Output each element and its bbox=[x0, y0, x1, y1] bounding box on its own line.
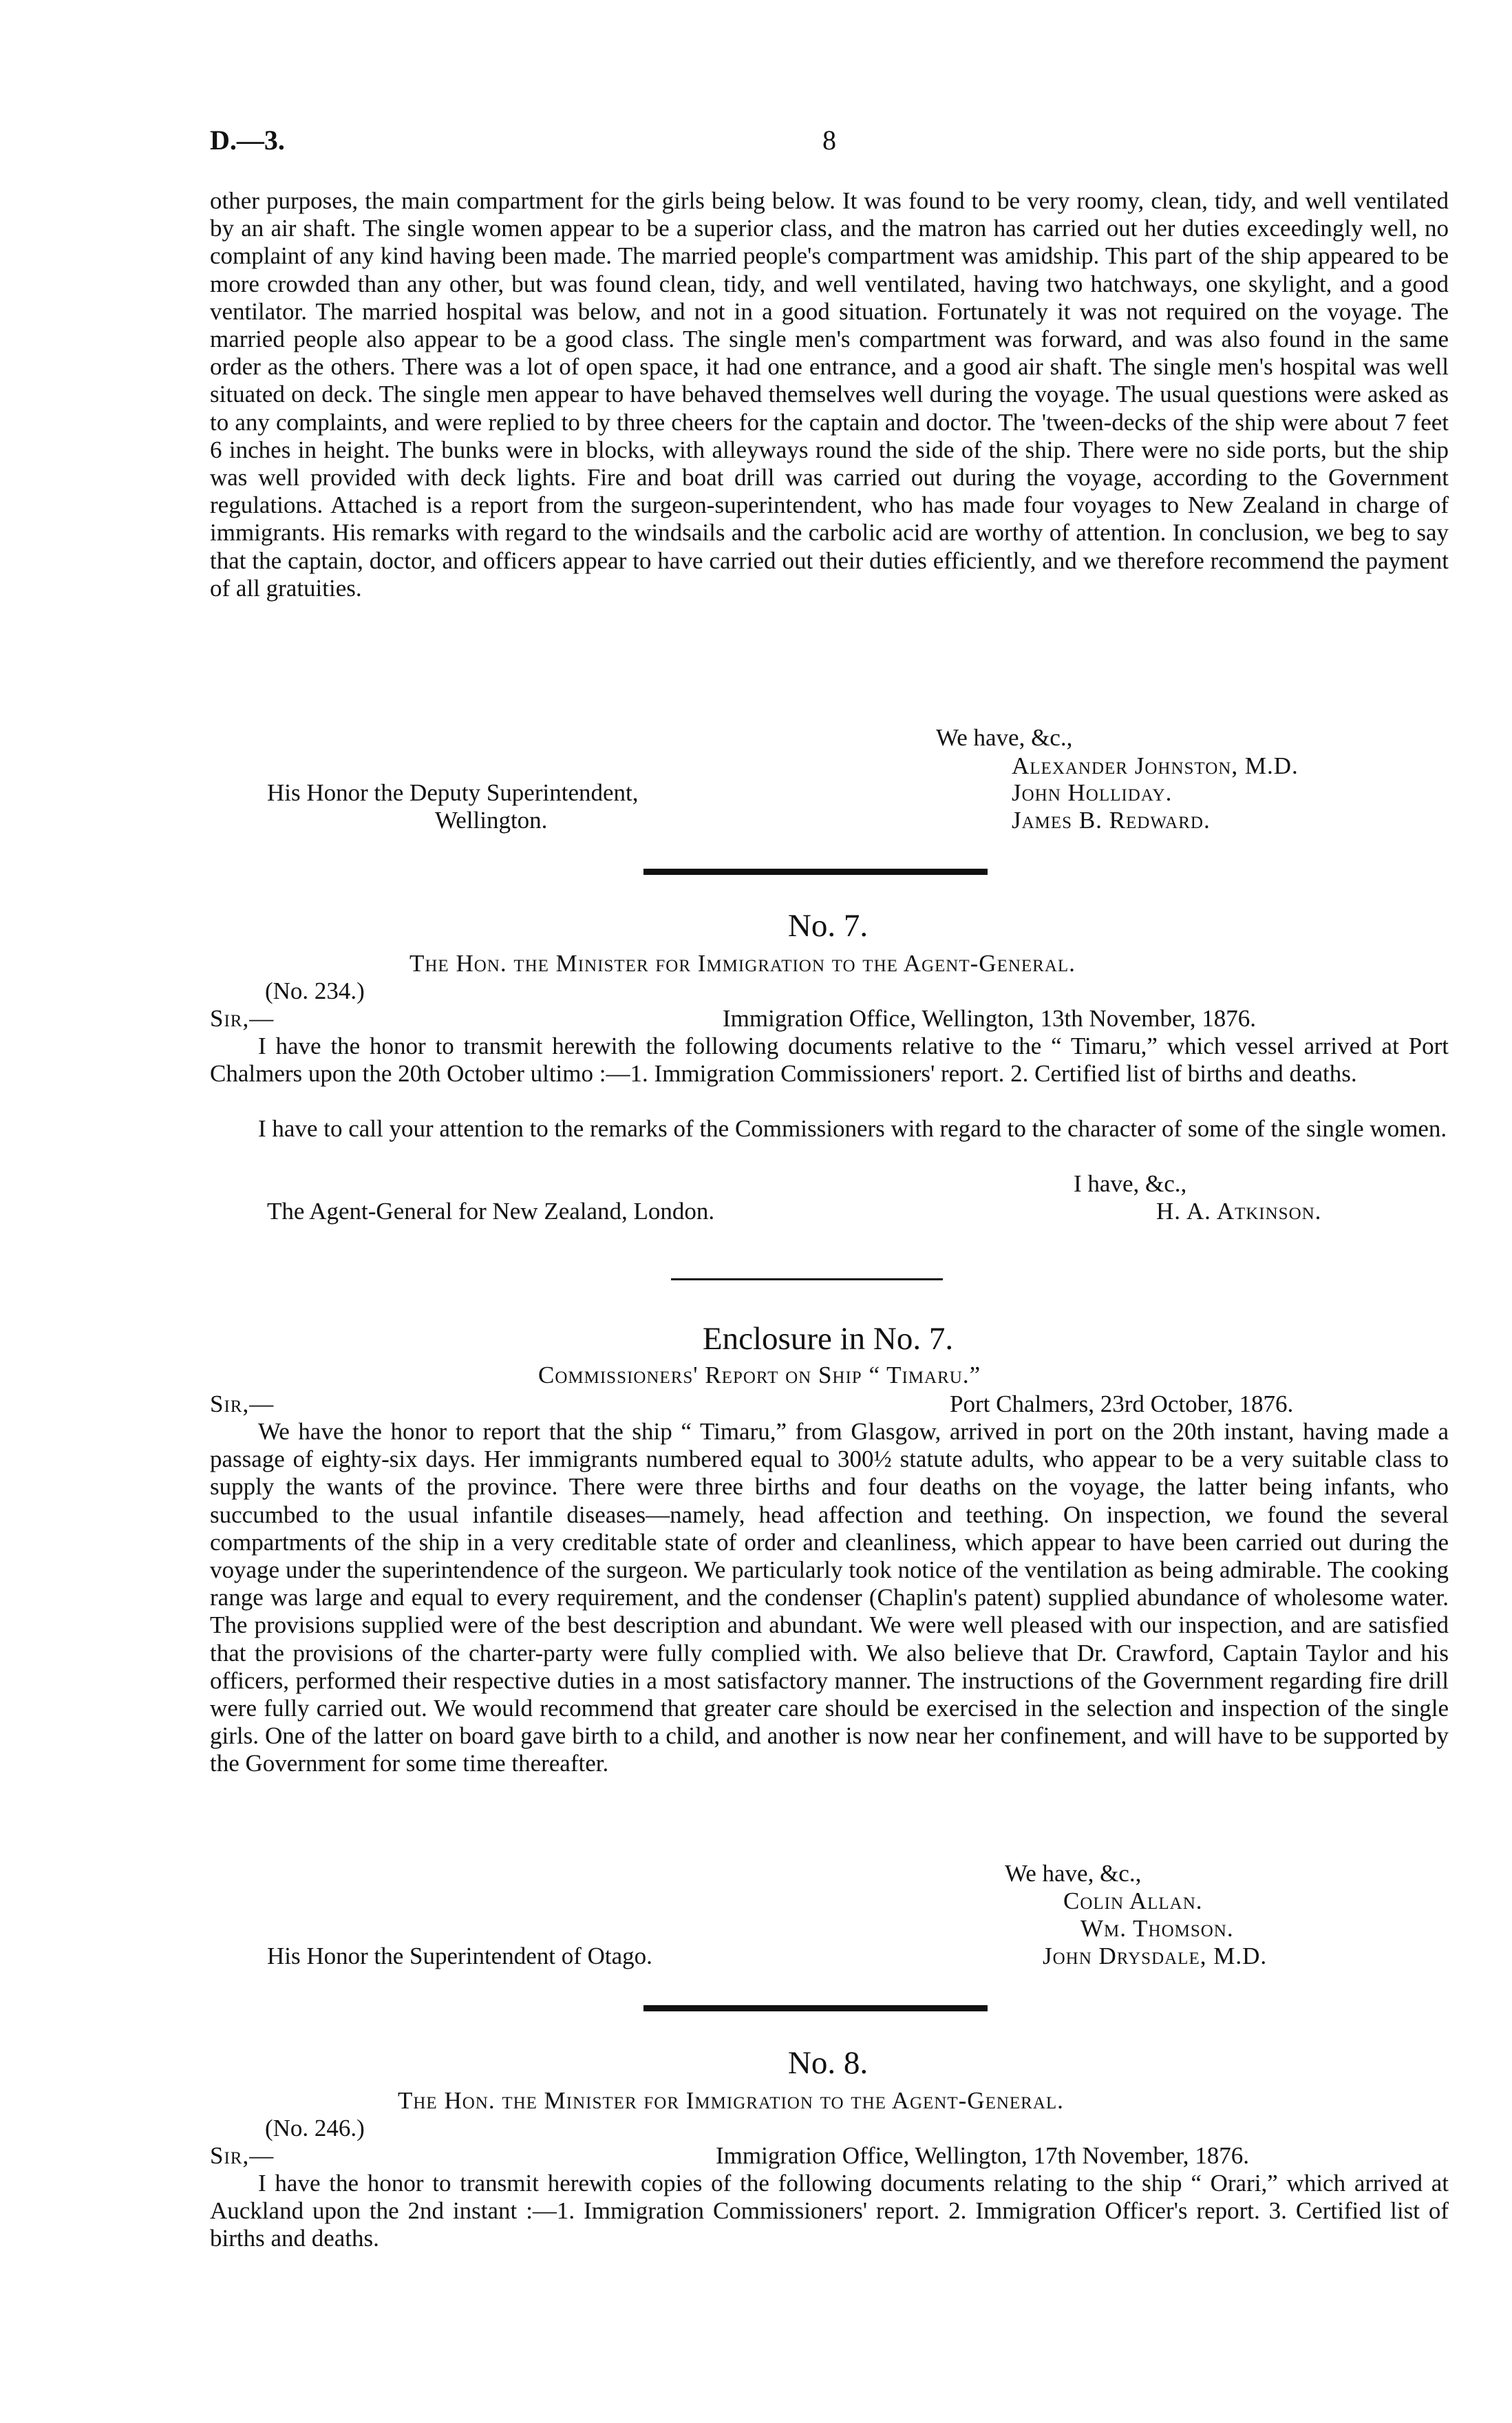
document-reference: D.—3. bbox=[210, 125, 285, 156]
opening-addressee-line2: Wellington. bbox=[435, 807, 548, 834]
enclosure7-salutation: Sir,— bbox=[210, 1390, 275, 1417]
enclosure7-heading: Enclosure in No. 7. bbox=[702, 1321, 954, 1357]
enclosure7-closing: We have, &c., bbox=[1005, 1860, 1142, 1887]
no7-ref: (No. 234.) bbox=[265, 977, 365, 1004]
signatory-thomson: Wm. Thomson. bbox=[1080, 1915, 1234, 1942]
enclosure7-title: Commissioners' Report on Ship “ Timaru.” bbox=[538, 1362, 981, 1388]
no8-heading: No. 8. bbox=[787, 2045, 869, 2081]
no7-salutation: Sir,— bbox=[210, 1005, 275, 1032]
section-divider bbox=[643, 869, 988, 875]
no7-title-text: The Hon. the Minister for Immigration to the Agent-General. bbox=[409, 950, 1076, 977]
section-divider-thin bbox=[671, 1278, 943, 1280]
signatory-johnston: Alexander Johnston, M.D. bbox=[1012, 752, 1299, 779]
enclosure7-addressee: His Honor the Superintendent of Otago. bbox=[267, 1943, 652, 1969]
no7-signatory: H. A. Atkinson. bbox=[1156, 1198, 1322, 1225]
signatory-holliday: John Holliday. bbox=[1012, 779, 1173, 806]
no8-title-text: The Hon. the Minister for Immigration to the Agent-General. bbox=[398, 2087, 1064, 2114]
no8-paragraph-1: I have the honor to transmit herewith copies of the following documents relating to the ship “ Orari,” which arrived at Auckland upon the 2nd instant :—1. Immigration Commissioners' report. 2. Immigration Officer's report. 3. Certified list of births and deaths. bbox=[210, 2170, 1449, 2252]
enclosure7-paragraph: We have the honor to report that the ship “ Timaru,” from Glasgow, arrived in port on the 20th instant, having made a passage of eighty-six days. Her immigrants numbered equal to 300½ statute adults, who appear to be a very suitable class to supply the wants of the province. There were three births and four deaths on the voyage, the latter being infants, who succumbed to the usual infantile diseases—namely, head affection and teething. On inspection, we found the several compartments of the ship in a very creditable state of order and cleanliness, which appear to have been carried out during the voyage under the superintendence of the surgeon. We particularly took notice of the ventilation as being admirable. The cooking range was large and equal to every requirement, and the condenser (Chaplin's patent) supplied abundance of wholesome water. The provisions supplied were of the best description and abundant. We were well pleased with our inspection, and are satisfied that the provisions of the charter-party were fully complied with. We also believe that Dr. Crawford, Captain Taylor and his officers, performed their respective duties in a most satisfactory manner. The instructions of the Government regarding fire drill were fully carried out. We would recommend that greater care should be exercised in the selection and inspection of the single girls. One of the latter on board gave birth to a child, and another is now near her confinement, and will have to be supported by the Government for some time thereafter. bbox=[210, 1418, 1449, 1777]
no7-closing: I have, &c., bbox=[1074, 1170, 1187, 1197]
opening-closing: We have, &c., bbox=[936, 724, 1073, 751]
no8-dateline: Immigration Office, Wellington, 17th November, 1876. bbox=[716, 2142, 1250, 2169]
no7-paragraph-2: I have to call your attention to the remarks of the Commissioners with regard to the character of some of the single women. bbox=[258, 1115, 1447, 1142]
signatory-redward: James B. Redward. bbox=[1012, 807, 1211, 834]
no8-title bbox=[398, 2087, 1064, 2115]
enclosure7-dateline: Port Chalmers, 23rd October, 1876. bbox=[950, 1390, 1294, 1417]
no8-salutation: Sir,— bbox=[210, 2142, 275, 2169]
no8-ref: (No. 246.) bbox=[265, 2115, 365, 2141]
page-number: 8 bbox=[822, 125, 836, 156]
opening-paragraph: other purposes, the main compartment for the girls being below. It was found to be very roomy, clean, tidy, and well ventilated by an air shaft. The single women appear to be a superior class, and the matron has carried out her duties exceedingly well, no complaint of any kind having been made. The married people's compartment was amidship. This part of the ship appeared to be more crowded than any other, but was found clean, tidy, and well ventilated, having two hatchways, one skylight, and a good ventilator. The married hospital was below, and not in a good situation. Fortunately it was not required on the voyage. The married people also appear to be a good class. The single men's compartment was forward, and was also found in the same order as the others. There was a lot of open space, it had one entrance, and a good air shaft. The single men's hospital was well situated on deck. The single men appear to have behaved themselves well during the voyage. The usual questions were asked as to any complaints, and were replied to by three cheers for the captain and doctor. The 'tween-decks of the ship were about 7 feet 6 inches in height. The bunks were in blocks, with alleyways round the side of the ship. There were no side ports, but the ship was well provided with deck lights. Fire and boat drill was carried out during the voyage, according to the Government regulations. Attached is a report from the surgeon-superintendent, who has made four voyages to New Zealand in charge of immigrants. His remarks with regard to the windsails and the carbolic acid are worthy of attention. In conclusion, we beg to say that the captain, doctor, and officers appear to have carried out their duties efficiently, and we therefore recommend the payment of all gratuities. bbox=[210, 187, 1449, 602]
no7-title bbox=[409, 950, 1076, 977]
opening-addressee-line1: His Honor the Deputy Superintendent, bbox=[267, 779, 639, 806]
signatory-allan: Colin Allan. bbox=[1063, 1887, 1203, 1914]
no7-dateline: Immigration Office, Wellington, 13th November, 1876. bbox=[723, 1005, 1257, 1032]
no7-addressee: The Agent-General for New Zealand, London. bbox=[267, 1198, 715, 1225]
signatory-drysdale: John Drysdale, M.D. bbox=[1043, 1943, 1268, 1969]
no7-heading: No. 7. bbox=[787, 908, 869, 944]
no7-paragraph-1: I have the honor to transmit herewith the following documents relative to the “ Timaru,” which vessel arrived at Port Chalmers upon the 20th October ultimo :—1. Immigration Commissioners' report. 2. Certified list of births and deaths. bbox=[210, 1033, 1449, 1088]
section-divider bbox=[643, 2005, 988, 2011]
